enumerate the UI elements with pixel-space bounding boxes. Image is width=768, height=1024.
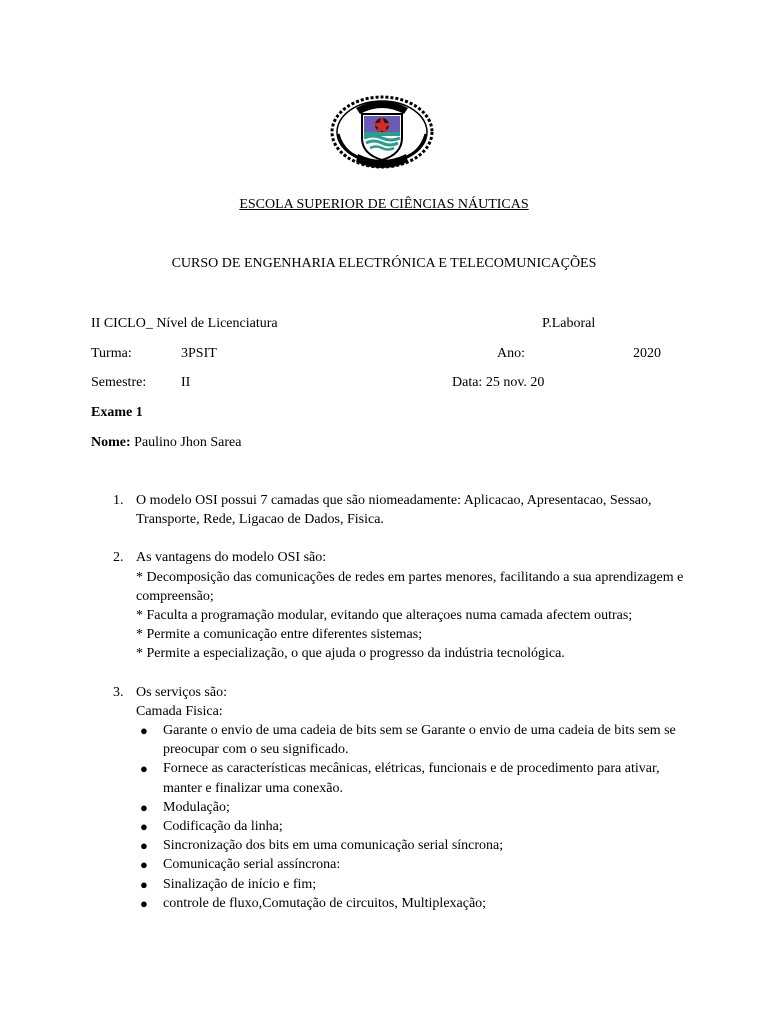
answer-number-2: 2. (113, 550, 124, 566)
list-item (136, 759, 691, 797)
list-item (136, 798, 691, 817)
list-item-text: Sincronização dos bits em uma comunicação serial síncrona; (163, 838, 504, 854)
answer-item-1 (91, 491, 691, 529)
answer-3-intro: Os serviços são: (136, 684, 227, 700)
exam-title: Exame 1 (91, 405, 143, 420)
list-item (136, 855, 691, 874)
exam-title-line (91, 404, 143, 422)
exam-date: Data: 25 nov. 20 (452, 375, 545, 390)
answer-number-3: 3. (113, 684, 124, 700)
list-item-text: Sinalização de início e fim; (163, 876, 317, 892)
ciclo-text: II CICLO_ Nível de Licenciatura (91, 316, 278, 331)
list-item-text: Modulação; (163, 799, 230, 815)
school-name: ESCOLA SUPERIOR DE CIÊNCIAS NÁUTICAS (239, 197, 529, 212)
list-item (136, 817, 691, 836)
bullet-icon: ● (140, 857, 148, 873)
answer-2-line: * Decomposição das comunicações de redes em partes menores, facilitando a sua aprendizagem e compreensão; (136, 569, 684, 604)
answer-2-line: * Faculta a programação modular, evitando que alteraçoes numa camada afectem outras; (136, 608, 633, 624)
bullet-icon: ● (140, 723, 148, 739)
list-item (136, 836, 691, 855)
turma-label: Turma: (91, 346, 132, 361)
turma-value: 3PSIT (181, 346, 217, 361)
list-item (136, 875, 691, 894)
bullet-icon: ● (140, 819, 148, 835)
answer-2-line: As vantagens do modelo OSI são: (136, 550, 327, 566)
student-name-label: Nome: (91, 435, 131, 450)
answer-item-3 (91, 683, 691, 913)
list-item-text: controle de fluxo,Comutação de circuitos, Multiplexação; (163, 895, 487, 911)
list-item-text: Codificação da linha; (163, 819, 283, 835)
answer-number-1: 1. (113, 493, 124, 508)
student-name-value: Paulino Jhon Sarea (130, 435, 242, 450)
list-item (136, 894, 691, 913)
bullet-icon: ● (140, 761, 148, 777)
student-name-line (91, 434, 241, 452)
bullet-icon: ● (140, 895, 148, 911)
answer-1-text: O modelo OSI possui 7 camadas que são niomeadamente: Aplicacao, Apresentacao, Sessao, Transporte, Rede, Ligacao de Dados, Fisica. (136, 493, 652, 528)
list-item (136, 721, 691, 759)
list-item-text: Comunicação serial assíncrona: (163, 857, 341, 873)
semestre-value: II (181, 375, 191, 390)
bullet-icon: ● (140, 838, 148, 854)
regime-text: P.Laboral (542, 316, 596, 331)
answer-2-line: * Permite a especialização, o que ajuda o progresso da indústria tecnológica. (136, 646, 565, 662)
list-item-text: Fornece as características mecânicas, elétricas, funcionais e de procedimento para ativar, manter e finalizar uma conexão. (163, 761, 660, 796)
answer-item-2 (91, 548, 691, 663)
answer-2-line: * Permite a comunicação entre diferentes sistemas; (136, 627, 423, 643)
school-logo (328, 94, 436, 170)
bullet-icon: ● (140, 799, 148, 815)
semestre-label: Semestre: (91, 375, 147, 390)
list-item-text: Garante o envio de uma cadeia de bits sem se Garante o envio de uma cadeia de bits sem se preocupar com o seu significado. (163, 723, 676, 758)
bullet-icon: ● (140, 876, 148, 892)
ano-value: 2020 (633, 346, 661, 361)
course-name: CURSO DE ENGENHARIA ELECTRÓNICA E TELECOMUNICAÇÕES (171, 256, 597, 271)
answers-list (91, 491, 691, 913)
ano-label: Ano: (497, 346, 525, 361)
answer-3-layer: Camada Fisica: (136, 703, 223, 719)
services-list (136, 721, 691, 913)
